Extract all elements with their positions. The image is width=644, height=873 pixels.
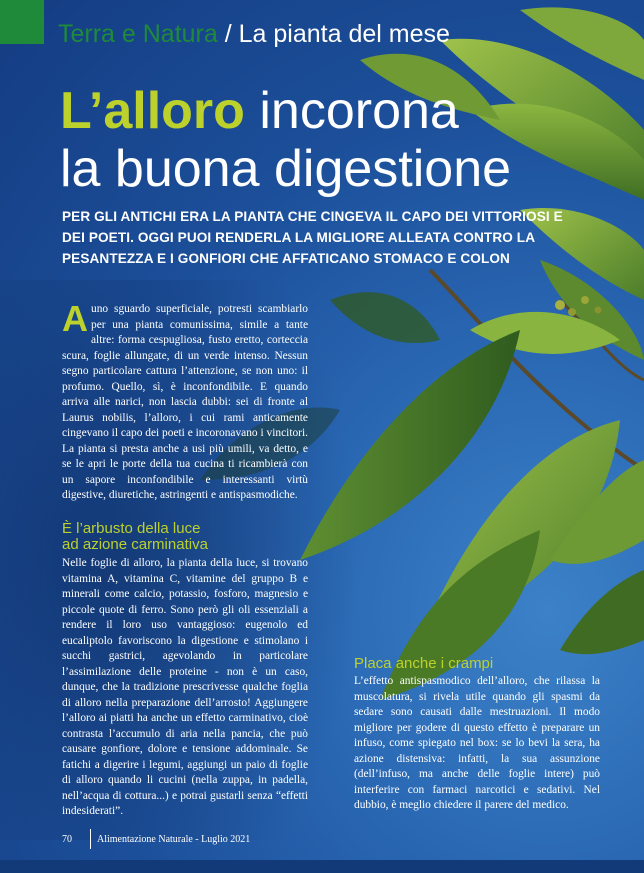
- section1-heading-line1: È l’arbusto della luce: [62, 520, 201, 537]
- section1-heading: [62, 521, 322, 553]
- intro-text: uno sguardo superficiale, potresti scambiarlo per una pianta comunissima, simile a tante altre: forma cespugliosa, fusto eretto, corteccia scura, foglie allungate, di un verde intenso. Nessun segno particolare cattura l’attenzione, se non uno: il profumo. Quello, sì, è inconfondibile. E quando arriva alle narici, non lascia dubbi: sei di fronte al Laurus nobilis, l’alloro, i cui rami anticamente cingevano il capo dei poeti e incoronavano i vincitori. La pianta si presta anche a usi più umili, va detto, e se le apri le porte della tua cucina ti ricambierà con un sapore inconfondibile e interessanti virtù digestive, diuretiche, astringenti e antispasmodiche.: [62, 303, 308, 501]
- title-rest: incorona: [244, 82, 459, 140]
- section-color-marker: [0, 0, 44, 44]
- page-number: 70: [62, 834, 72, 845]
- footer-divider: [90, 829, 91, 849]
- article-title: [60, 82, 511, 198]
- section2-heading: Placa anche i crampi: [354, 655, 494, 672]
- title-accent: L’alloro: [60, 82, 245, 140]
- section1-heading-line2: ad azione carminativa: [62, 536, 208, 553]
- article-subtitle: PER GLI ANTICHI ERA LA PIANTA CHE CINGEVA IL CAPO DEI VITTORIOSI E DEI POETI. OGGI PUOI RENDERLA LA MIGLIORE ALLEATA CONTRO LA PESANTEZZA E I GONFIORI CHE AFFATICANO STOMACO E COLON: [62, 209, 563, 266]
- magazine-issue: Alimentazione Naturale - Luglio 2021: [97, 834, 251, 845]
- section-header: [58, 20, 450, 49]
- section1-paragraph: Nelle foglie di alloro, la pianta della luce, si trovano vitamina A, vitamina C, vitamine del gruppo B e minerali come calcio, potassio, fosforo, magnesio e piccole quote di ferro. Sono però gli oli essenziali a rendere il loro uso vantaggioso: eugenolo ed eucaliptolo favoriscono la digestione e stimolano i succhi gastrici, agevolando in particolare l’assimilazione delle proteine - non è un caso, dunque, che la tradizione prescrivesse qualche foglia di alloro nella preparazione dell’arrosto! Aggiungere l’alloro ai piatti ha anche un effetto carminativo, cioè contrasta l’accumulo di aria nella pancia, che può causare gonfiore, dolore e tensione addominale. Se fatichi a digerire i legumi, aggiungi un paio di foglie di alloro quando li cucini (nella zuppa, in padella, nell’acqua di cottura...) e potrai gustarli senza “effetti indesiderati”.: [62, 557, 308, 817]
- section2-paragraph: L’effetto antispasmodico dell’alloro, che rilassa la muscolatura, si rivela utile quando gli spasmi da sedare sono causati dalle mestruazioni. Il modo migliore per godere di questo effetto è preparare un infuso, come spiegato nel box: se lo bevi la sera, ha azione distensiva: infatti, la sua assunzione (dell’infuso, ma anche delle foglie intere) può interferire con farmaci narcotici e sedativi. Nel dubbio, è meglio chiedere il parere del medico.: [354, 675, 600, 811]
- title-line2: la buona digestione: [60, 140, 512, 198]
- intro-paragraph: [62, 298, 308, 504]
- column-name: La pianta del mese: [238, 20, 450, 48]
- section-separator: /: [217, 20, 239, 48]
- bottom-strip: [0, 860, 644, 873]
- drop-cap: A: [62, 298, 88, 339]
- section-name: Terra e Natura: [58, 20, 218, 48]
